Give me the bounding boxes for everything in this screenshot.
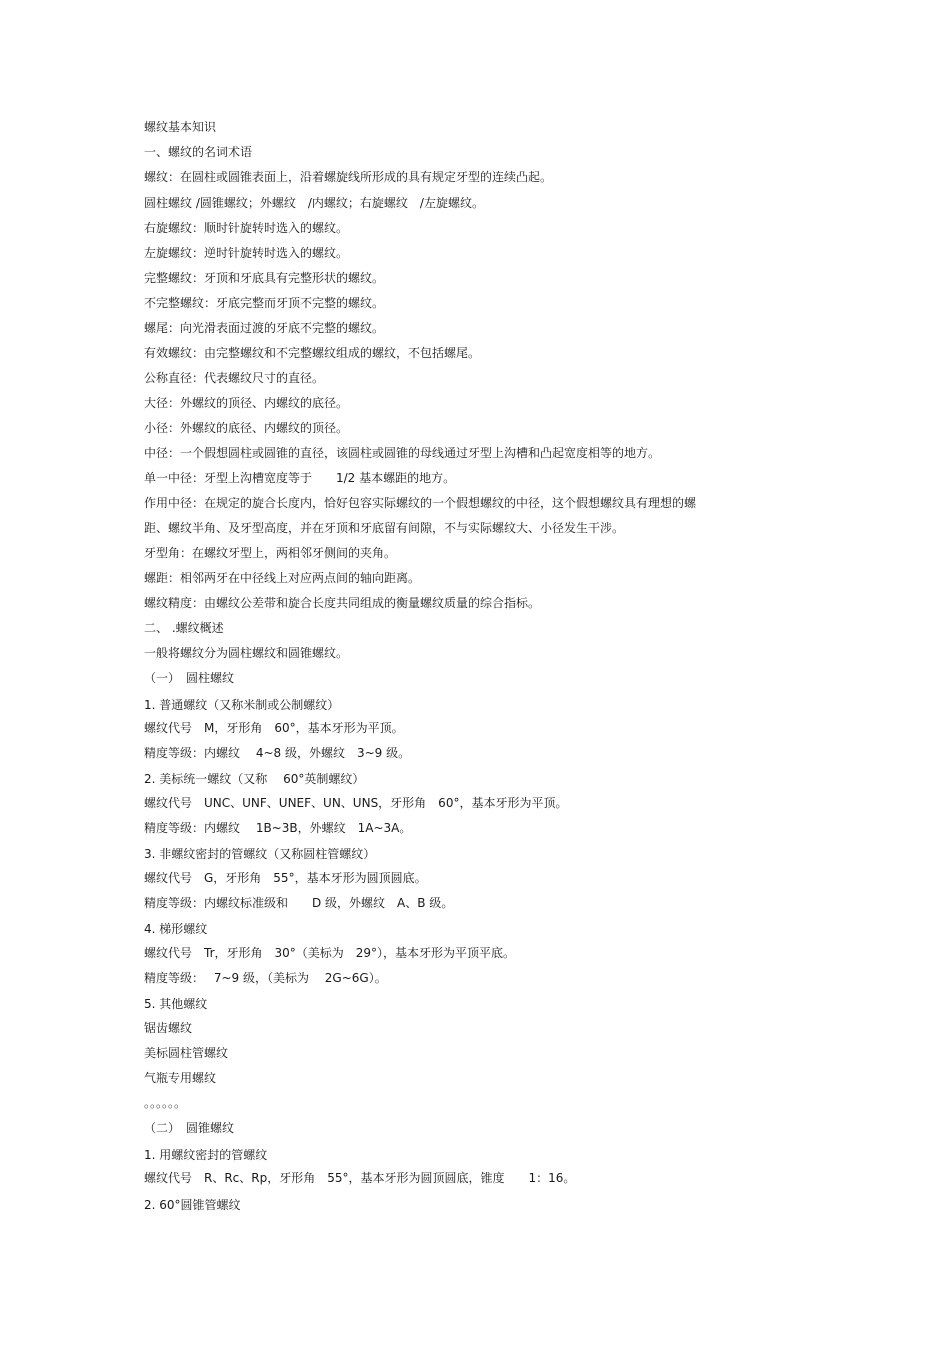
text-line: 精度等级： 7~9 级，（美标为 2G~6G）。 [144, 971, 387, 985]
text-line: 完整螺纹：牙顶和牙底具有完整形状的螺纹。 [144, 271, 385, 285]
text-line: 不完整螺纹：牙底完整而牙顶不完整的螺纹。 [144, 296, 385, 310]
text-line: 大径：外螺纹的顶径、内螺纹的底径。 [144, 396, 349, 410]
text-line: 中径：一个假想圆柱或圆锥的直径，该圆柱或圆锥的母线通过牙型上沟槽和凸起宽度相等的地方。 [144, 446, 661, 460]
text-line: 单一中径：牙型上沟槽宽度等于 1/2 基本螺距的地方。 [144, 471, 456, 485]
document-title: 螺纹基本知识 [144, 120, 217, 134]
text-line: 螺纹代号 UNC、UNF、UNEF、UN、UNS，牙形角 60°，基本牙形为平顶。 [144, 796, 568, 810]
text-line: 圆柱螺纹 /圆锥螺纹；外螺纹 /内螺纹；右旋螺纹 /左旋螺纹。 [144, 196, 484, 210]
list-item-heading: 2. 美标统一螺纹（又称 60°英制螺纹） [144, 772, 365, 786]
text-line: 牙型角：在螺纹牙型上，两相邻牙侧间的夹角。 [144, 546, 397, 560]
list-item-heading: 5. 其他螺纹 [144, 997, 208, 1011]
text-line: 螺距：相邻两牙在中径线上对应两点间的轴向距离。 [144, 571, 421, 585]
text-line: 精度等级：内螺纹 1B~3B，外螺纹 1A~3A。 [144, 821, 412, 835]
text-line: 作用中径：在规定的旋合长度内，恰好包容实际螺纹的一个假想螺纹的中径，这个假想螺纹具有理想的螺 [144, 496, 697, 510]
text-line: 锯齿螺纹 [144, 1021, 193, 1035]
text-line: 螺纹代号 R、Rc、Rp，牙形角 55°，基本牙形为圆顶圆底，锥度 1：16。 [144, 1171, 576, 1185]
text-line: 小径：外螺纹的底径、内螺纹的顶径。 [144, 421, 349, 435]
list-item-heading: 4. 梯形螺纹 [144, 922, 208, 936]
text-line: 螺纹代号 Tr，牙形角 30°（美标为 29°），基本牙形为平顶平底。 [144, 946, 516, 960]
text-line: 螺纹精度：由螺纹公差带和旋合长度共同组成的衡量螺纹质量的综合指标。 [144, 596, 541, 610]
list-item-heading: 1. 用螺纹密封的管螺纹 [144, 1148, 268, 1162]
ellipsis-line: 。。。。。。 [144, 1096, 187, 1110]
text-line: 螺纹：在圆柱或圆锥表面上，沿着螺旋线所形成的具有规定牙型的连续凸起。 [144, 170, 553, 184]
text-line: 左旋螺纹：逆时针旋转时选入的螺纹。 [144, 246, 349, 260]
section-heading: 一、螺纹的名词术语 [144, 145, 253, 159]
list-item-heading: 2. 60°圆锥管螺纹 [144, 1198, 241, 1212]
list-item-heading: 1. 普通螺纹（又称米制或公制螺纹） [144, 698, 340, 712]
text-line: 螺尾：向光滑表面过渡的牙底不完整的螺纹。 [144, 321, 385, 335]
text-line: 有效螺纹：由完整螺纹和不完整螺纹组成的螺纹，不包括螺尾。 [144, 346, 481, 360]
text-line: 公称直径：代表螺纹尺寸的直径。 [144, 371, 325, 385]
subsection-heading: （二） 圆锥螺纹 [144, 1121, 235, 1135]
text-line: 螺纹代号 M，牙形角 60°，基本牙形为平顶。 [144, 721, 404, 735]
list-item-heading: 3. 非螺纹密封的管螺纹（又称圆柱管螺纹） [144, 847, 376, 861]
subsection-heading: （一） 圆柱螺纹 [144, 671, 235, 685]
text-line: 右旋螺纹：顺时针旋转时选入的螺纹。 [144, 221, 349, 235]
text-line: 气瓶专用螺纹 [144, 1071, 217, 1085]
text-line: 螺纹代号 G，牙形角 55°，基本牙形为圆顶圆底。 [144, 871, 427, 885]
text-line: 美标圆柱管螺纹 [144, 1046, 229, 1060]
text-line: 精度等级：内螺纹 4~8 级，外螺纹 3~9 级。 [144, 746, 411, 760]
text-line: 精度等级：内螺纹标准级和 D 级，外螺纹 A、B 级。 [144, 896, 454, 910]
text-line: 一般将螺纹分为圆柱螺纹和圆锥螺纹。 [144, 646, 349, 660]
text-line: 距、螺纹半角、及牙型高度，并在牙顶和牙底留有间隙，不与实际螺纹大、小径发生干涉。 [144, 521, 625, 535]
section-heading: 二、 .螺纹概述 [144, 621, 224, 635]
